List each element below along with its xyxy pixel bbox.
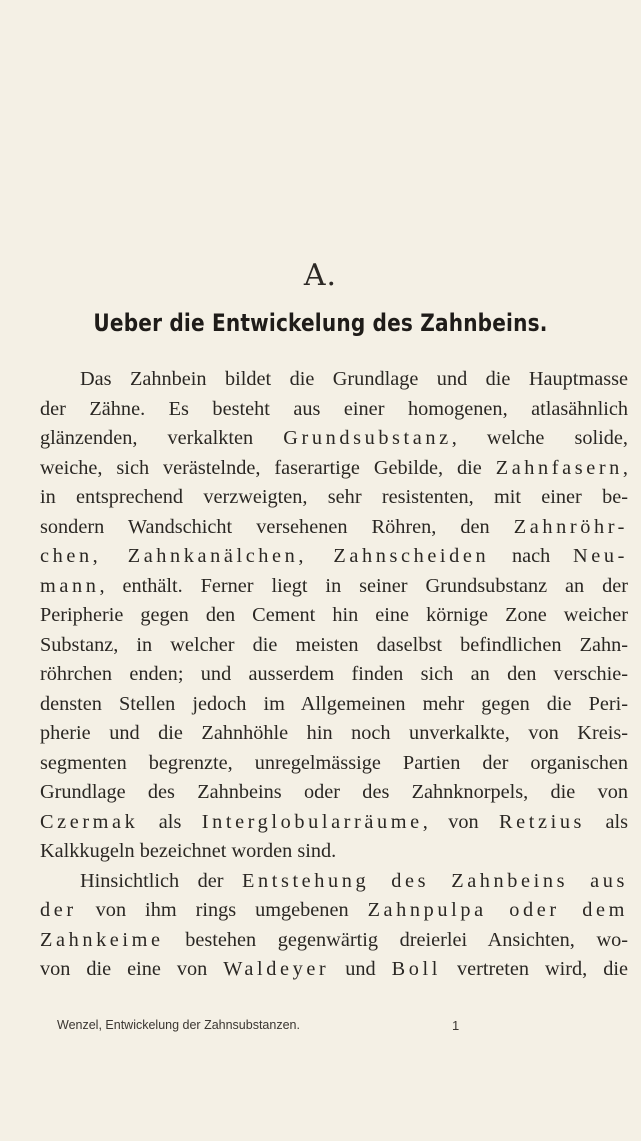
text-line: der Zähne. Es besteht aus einer homogenen, atlasähnlich	[40, 397, 628, 420]
text-line: Substanz, in welcher die meisten daselbst befindlichen Zahn-	[40, 633, 628, 656]
spaced-term: Neu-	[573, 545, 628, 567]
text-line: Kalkkugeln bezeichnet worden sind.	[40, 840, 337, 862]
text-line: Das Zahnbein bildet die Grundlage und die Hauptmasse	[80, 368, 628, 390]
text-line: in entsprechend verzweigten, sehr resistenten, mit einer be-	[40, 486, 628, 508]
text-line: pherie und die Zahnhöhle hin noch unverkalkte, von Kreis-	[40, 722, 628, 744]
spaced-term: Zahnpulpa oder dem	[367, 899, 628, 921]
spaced-term: Zahnröhr-	[513, 515, 628, 538]
text-line: densten Stellen jedoch im Allgemeinen mehr gegen die Peri-	[40, 692, 628, 715]
text-line: Hinsichtlich der Entstehung des Zahnbeins aus	[80, 869, 628, 892]
text-line: röhrchen enden; und ausserdem finden sich an den verschie-	[40, 663, 628, 685]
page-number: 1	[452, 1018, 460, 1033]
spaced-term: chen, Zahnkanälchen, Zahnscheiden	[40, 545, 490, 567]
text-line: Zahnkeime bestehen gegenwärtig dreierlei Ansichten, wo-	[40, 928, 628, 951]
spaced-term: der	[40, 899, 77, 921]
spaced-term: Zahnfasern	[495, 456, 623, 479]
section-letter: A.	[303, 258, 338, 293]
spaced-term: Entstehung des Zahnbeins aus	[241, 869, 628, 892]
spaced-term: Interglobularräume	[201, 810, 423, 833]
text-line: glänzenden, verkalkten Grundsubstanz, welche solide,	[40, 427, 628, 449]
text-line: segmenten begrenzte, unregelmässige Partien der organischen	[40, 751, 628, 774]
page-footer-signature: Wenzel, Entwickelung der Zahnsubstanzen.	[57, 1018, 300, 1032]
spaced-term: Boll	[391, 958, 441, 980]
text-line: Grundlage des Zahnbeins oder des Zahnknorpels, die von	[40, 781, 628, 803]
chapter-title: Ueber die Entwickelung des Zahnbeins.	[93, 309, 548, 337]
spaced-term: Waldeyer	[223, 958, 330, 980]
text-line: Czermak als Interglobularräume, von Retzius als	[40, 810, 628, 833]
spaced-term: Zahnkeime	[40, 928, 164, 951]
spaced-term: Czermak	[40, 810, 139, 833]
spaced-term: mann	[40, 574, 100, 597]
text-line: Peripherie gegen den Cement hin eine körnige Zone weicher	[40, 604, 628, 626]
text-line: der von ihm rings umgebenen Zahnpulpa oder dem	[40, 899, 628, 921]
text-line: chen, Zahnkanälchen, Zahnscheiden nach Neu-	[40, 545, 628, 567]
text-line: sondern Wandschicht versehenen Röhren, den Zahnröhr-	[40, 515, 628, 538]
text-line: mann, enthält. Ferner liegt in seiner Grundsubstanz an der	[40, 574, 628, 597]
text-line: weiche, sich verästelnde, faserartige Gebilde, die Zahnfasern,	[40, 456, 628, 479]
text-line: von die eine von Waldeyer und Boll vertreten wird, die	[40, 958, 628, 980]
spaced-term: Retzius	[499, 810, 586, 833]
spaced-term: Grundsubstanz	[283, 427, 452, 449]
body-text	[40, 365, 628, 985]
